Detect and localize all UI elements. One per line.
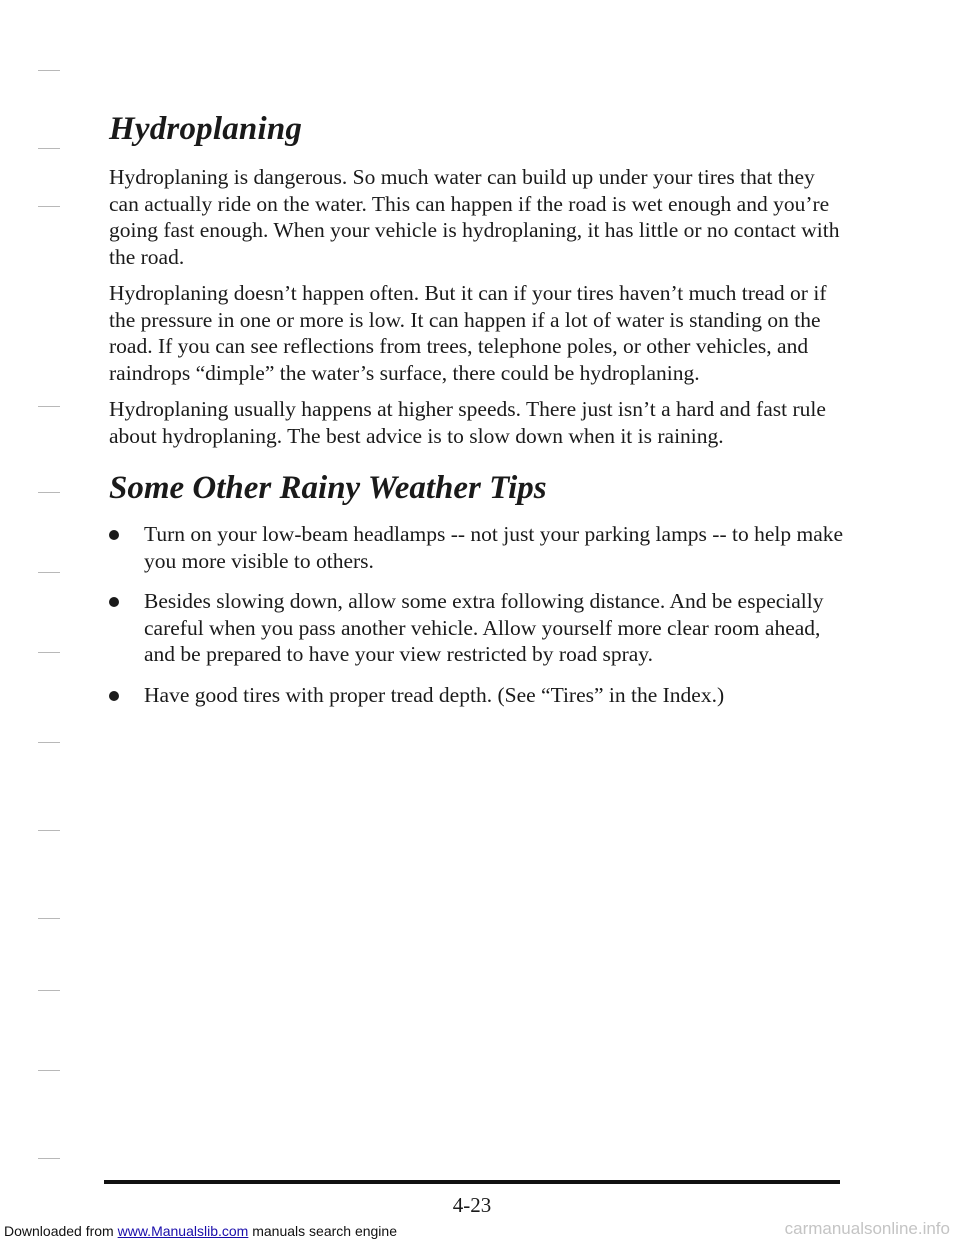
watermark: carmanualsonline.info — [784, 1219, 950, 1238]
bullet-icon — [109, 597, 119, 607]
download-source-line — [4, 1222, 397, 1240]
paragraph: Hydroplaning is dangerous. So much water can build up under your tires that they can actually ride on the water. This can happen if the road is wet enough and you’re going fast enough. When your vehicle is hydroplaning, it has little or no contact with the road. — [109, 165, 840, 269]
section-title-rainy-weather-tips: Some Other Rainy Weather Tips — [109, 470, 547, 506]
source-suffix: manuals search engine — [248, 1223, 397, 1239]
page-content — [109, 108, 849, 722]
footer-rule — [104, 1180, 840, 1184]
list-item — [109, 521, 849, 574]
manualslib-link[interactable]: www.Manualslib.com — [117, 1223, 249, 1239]
paragraph: Hydroplaning doesn’t happen often. But it can if your tires haven’t much tread or if the pressure in one or more is low. It can happen if a lot of water is standing on the road. If you can see reflections from trees, telephone poles, or other vehicles, and raindrops “dimple” the water’s surface, there could be hydroplaning. — [109, 281, 827, 385]
list-item — [109, 588, 849, 668]
list-item-text: Turn on your low-beam headlamps -- not just your parking lamps -- to help make you more visible to others. — [144, 522, 844, 573]
page-number: 4-23 — [452, 1193, 492, 1217]
list-item-text: Besides slowing down, allow some extra following distance. And be especially careful when you pass another vehicle. Allow yourself more clear room ahead, and be prepared to have your view restricted by road spray. — [144, 589, 824, 666]
list-item — [109, 682, 849, 709]
tips-list — [109, 521, 849, 708]
list-item-text: Have good tires with proper tread depth. (See “Tires” in the Index.) — [144, 682, 725, 707]
bullet-icon — [109, 530, 119, 540]
source-prefix: Downloaded from — [4, 1223, 118, 1239]
bullet-icon — [109, 691, 119, 701]
paragraph: Hydroplaning usually happens at higher speeds. There just isn’t a hard and fast rule about hydroplaning. The best advice is to slow down when it is raining. — [109, 397, 826, 448]
section-title-hydroplaning: Hydroplaning — [109, 111, 303, 147]
